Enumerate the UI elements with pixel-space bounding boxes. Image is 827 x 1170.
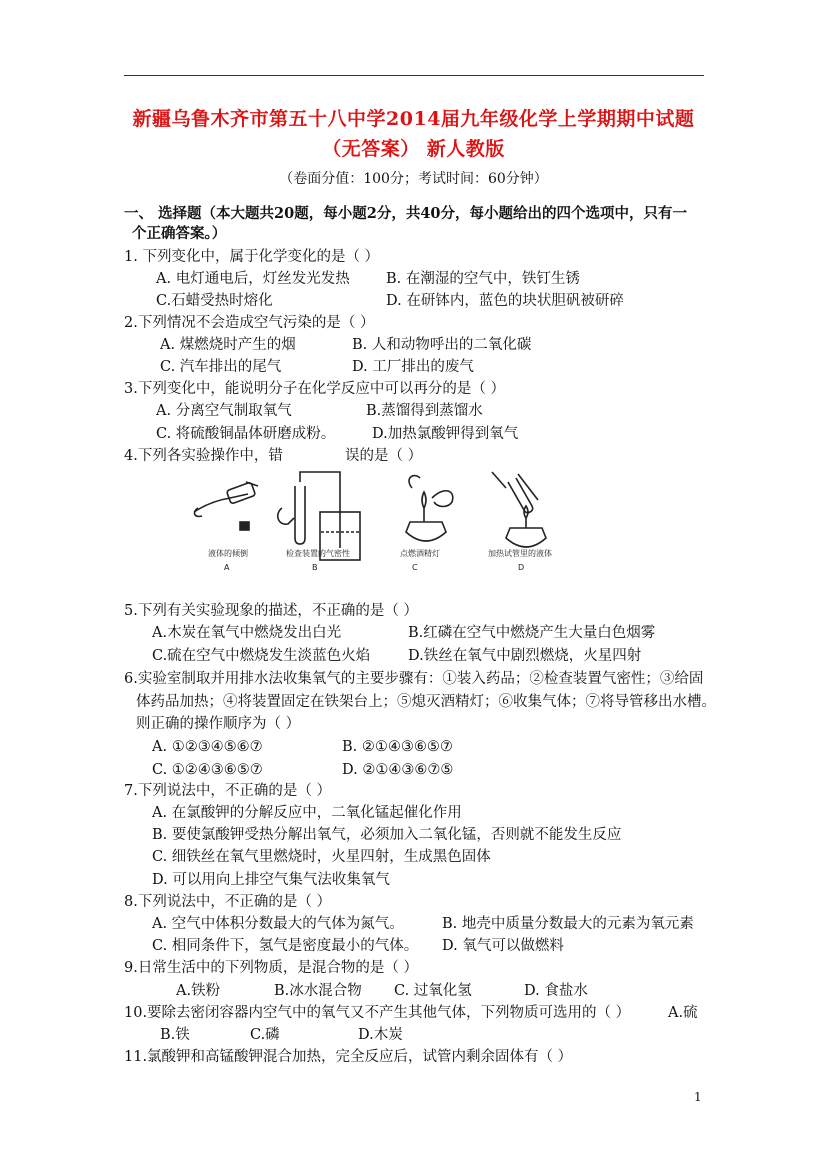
- fig-label-b: 检查装置的气密性: [286, 549, 350, 558]
- q1-option-d: D. 在研钵内，蓝色的块状胆矾被研碎: [386, 293, 624, 309]
- q1-option-b: B. 在潮湿的空气中，铁钉生锈: [386, 271, 580, 287]
- pouring-liquid-illustration: [194, 482, 258, 530]
- section-heading-cont: 个正确答案。）: [132, 225, 227, 242]
- fig-letter-a: A: [224, 563, 230, 572]
- header-rule: [124, 75, 704, 76]
- q8-option-d: D. 氧气可以做燃料: [442, 938, 564, 954]
- q2-option-d: D. 工厂排出的废气: [352, 359, 474, 375]
- q9-option-a: A.铁粉: [176, 983, 221, 999]
- q7-option-d: D. 可以用向上排空气集气法收集氧气: [152, 872, 390, 888]
- q7-option-c: C. 细铁丝在氧气里燃烧时，火星四射，生成黑色固体: [152, 849, 491, 865]
- q10-option-b: B.铁: [160, 1027, 190, 1043]
- q5-stem: 5.下列有关实验现象的描述，不正确的是（ ）: [124, 603, 418, 619]
- q10-stem: 10.要除去密闭容器内空气中的氧气又不产生其他气体，下列物质可选用的（ ）: [124, 1005, 631, 1021]
- q8-option-c: C. 相同条件下，氢气是密度最小的气体。: [152, 938, 419, 954]
- q3-option-d: D.加热氯酸钾得到氧气: [372, 426, 519, 442]
- q7-option-b: B. 要使氯酸钾受热分解出氧气，必须加入二氧化锰，否则就不能发生反应: [152, 827, 622, 843]
- q8-option-b: B. 地壳中质量分数最大的元素为氧元素: [442, 916, 694, 932]
- q5-option-c: C.硫在空气中燃烧发生淡蓝色火焰: [152, 648, 371, 664]
- q1-option-c: C.石蜡受热时熔化: [156, 293, 273, 309]
- q2-option-c: C. 汽车排出的尾气: [160, 359, 282, 375]
- q9-option-d: D. 食盐水: [524, 983, 588, 999]
- q6-option-b: B. ②①④③⑥⑤⑦: [342, 739, 453, 755]
- fig-label-a: 液体的倾倒: [208, 549, 248, 558]
- fig-letter-d: D: [518, 563, 525, 572]
- q3-option-c: C. 将硫酸铜晶体研磨成粉。: [156, 426, 336, 442]
- q9-option-b: B.冰水混合物: [274, 983, 362, 999]
- q8-option-a: A. 空气中体积分数最大的气体为氮气。: [152, 916, 404, 932]
- q9-stem: 9.日常生活中的下列物质，是混合物的是（ ）: [124, 960, 418, 976]
- q5-option-d: D.铁丝在氧气中剧烈燃烧，火星四射: [408, 648, 642, 664]
- q11-stem: 11.氯酸钾和高锰酸钾混合加热，完全反应后，试管内剩余固体有（ ）: [124, 1049, 573, 1065]
- q2-option-a: A. 煤燃烧时产生的烟: [160, 337, 296, 353]
- q3-option-b: B.蒸馏得到蒸馏水: [366, 403, 483, 419]
- q2-stem: 2.下列情况不会造成空气污染的是（ ）: [124, 315, 375, 331]
- q6-option-c: C. ①②④③⑥⑤⑦: [152, 762, 263, 778]
- q1-option-a: A. 电灯通电后，灯丝发光发热: [156, 271, 350, 287]
- q5-option-a: A.木炭在氧气中燃烧发出白光: [152, 625, 342, 641]
- alcohol-lamp-illustration: [406, 476, 453, 541]
- q1-stem: 1. 下列变化中，属于化学变化的是（ ）: [124, 249, 380, 265]
- q4-lab-figure: [188, 468, 568, 578]
- fig-letter-c: C: [412, 563, 418, 572]
- q4-stem-part1: 4.下列各实验操作中，错: [124, 448, 283, 464]
- q4-stem-part2: 误的是（ ）: [345, 448, 423, 464]
- fig-label-d: 加热试管里的液体: [488, 549, 552, 558]
- airtightness-check-illustration: [278, 472, 360, 560]
- page-title-line2: （无答案） 新人教版: [322, 138, 505, 160]
- q7-option-a: A. 在氯酸钾的分解反应中，二氧化锰起催化作用: [152, 805, 462, 821]
- q5-option-b: B.红磷在空气中燃烧产生大量白色烟雾: [408, 625, 656, 641]
- q3-stem: 3.下列变化中，能说明分子在化学反应中可以再分的是（ ）: [124, 381, 505, 397]
- fig-letter-b: B: [312, 563, 318, 572]
- fig-label-c: 点燃酒精灯: [400, 549, 440, 558]
- page-number: 1: [694, 1090, 702, 1104]
- q6-stem-line3: 则正确的操作顺序为（ ）: [136, 716, 301, 732]
- q3-option-a: A. 分离空气制取氧气: [156, 403, 292, 419]
- q8-stem: 8.下列说法中，不正确的是（ ）: [124, 894, 331, 910]
- exam-info: （卷面分值：100分；考试时间：60分钟）: [279, 171, 548, 187]
- page-title-line1: 新疆乌鲁木齐市第五十八中学2014届九年级化学上学期期中试题: [132, 108, 695, 130]
- q6-option-d: D. ②①④③⑥⑦⑤: [342, 762, 454, 778]
- q10-option-a: A.硫: [668, 1005, 698, 1021]
- q6-stem-line1: 6.实验室制取并用排水法收集氧气的主要步骤有：①装入药品；②检查装置气密性；③给固: [124, 671, 704, 687]
- heating-test-tube-illustration: [492, 472, 546, 547]
- q2-option-b: B. 人和动物呼出的二氧化碳: [352, 337, 532, 353]
- q10-option-d: D.木炭: [358, 1027, 403, 1043]
- q7-stem: 7.下列说法中，不正确的是（ ）: [124, 783, 331, 799]
- section-heading: 一、 选择题（本大题共20题，每小题2分，共40分，每小题给出的四个选项中，只有一: [124, 205, 687, 222]
- q6-option-a: A. ①②③④⑤⑥⑦: [152, 739, 263, 755]
- q10-option-c: C.磷: [250, 1027, 280, 1043]
- q6-stem-line2: 体药品加热；④将装置固定在铁架台上；⑤熄灭酒精灯；⑥收集气体；⑦将导管移出水槽。: [136, 694, 716, 710]
- q9-option-c: C. 过氧化氢: [394, 983, 472, 999]
